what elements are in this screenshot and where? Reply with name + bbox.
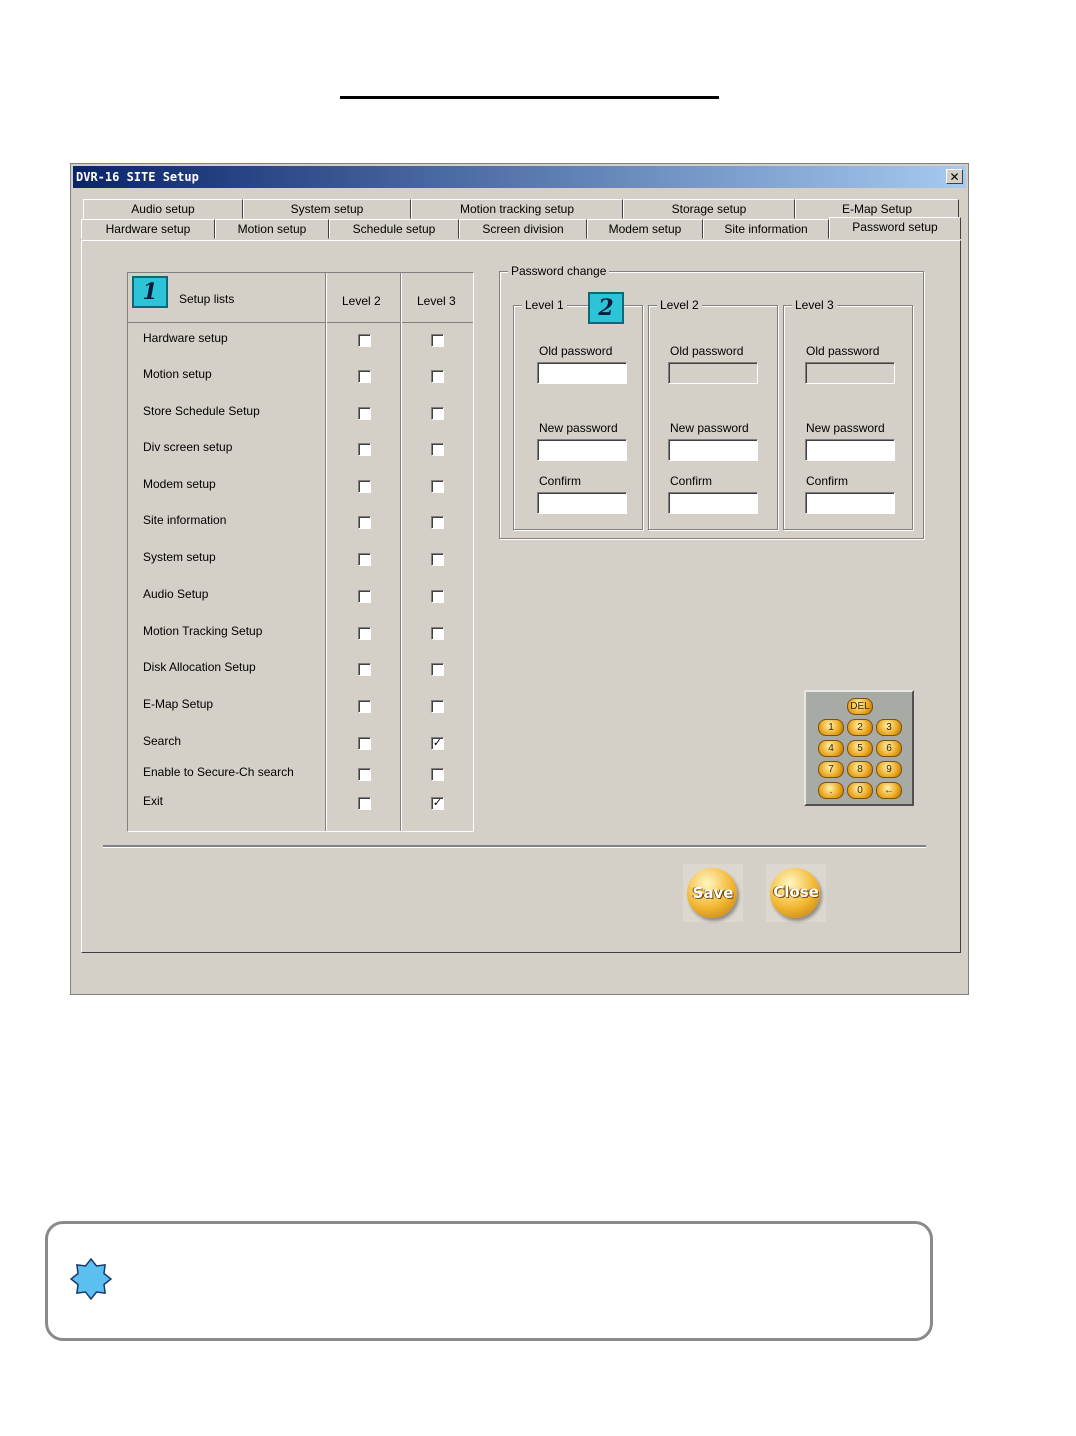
level2-old-password-field[interactable] <box>668 362 758 384</box>
setup-list-item-label: Exit <box>143 794 164 808</box>
title-bar[interactable] <box>73 166 966 188</box>
level3-permission-checkbox[interactable] <box>431 700 444 713</box>
level2-permission-checkbox[interactable] <box>358 553 371 566</box>
level2-permission-checkbox[interactable] <box>358 370 371 383</box>
password-change-title: Password change <box>508 264 609 278</box>
level3-new-password-label: New password <box>806 421 885 435</box>
setup-list-item-label: Div screen setup <box>143 440 233 454</box>
setup-list-item-label: Site information <box>143 513 227 527</box>
level2-permission-checkbox[interactable] <box>358 663 371 676</box>
keypad-key-7[interactable]: 7 <box>818 761 844 778</box>
keypad-key-0[interactable]: 0 <box>847 782 873 799</box>
setup-list-item-label: System setup <box>143 550 216 564</box>
level3-confirm-field[interactable] <box>805 492 895 514</box>
tab-site-information[interactable]: Site information <box>703 219 829 239</box>
level2-permission-checkbox[interactable] <box>358 797 371 810</box>
keypad-key-9[interactable]: 9 <box>876 761 902 778</box>
tab-system-setup[interactable]: System setup <box>243 199 411 219</box>
level3-confirm-label: Confirm <box>806 474 849 488</box>
keypad-key-4[interactable]: 4 <box>818 740 844 757</box>
setup-list-item-label: E-Map Setup <box>143 697 214 711</box>
tab-modem-setup[interactable]: Modem setup <box>587 219 703 239</box>
level2-confirm-field[interactable] <box>668 492 758 514</box>
setup-list-item-label: Disk Allocation Setup <box>143 660 256 674</box>
setup-permissions-table <box>127 272 474 832</box>
panel-separator <box>103 845 926 848</box>
level2-permission-checkbox[interactable] <box>358 480 371 493</box>
level3-permission-checkbox[interactable] <box>431 334 444 347</box>
close-window-button[interactable]: ✕ <box>946 169 963 184</box>
level1-password-group <box>513 298 643 530</box>
level3-old-password-label: Old password <box>806 344 880 358</box>
level1-confirm-field[interactable] <box>537 492 627 514</box>
level1-title: Level 1 <box>522 298 567 312</box>
site-setup-window <box>70 163 969 995</box>
keypad-key-2[interactable]: 2 <box>847 719 873 736</box>
password-change-group <box>499 264 924 539</box>
save-button-label: Save <box>692 884 734 902</box>
setup-list-item-label: Store Schedule Setup <box>143 404 260 418</box>
level2-title: Level 2 <box>657 298 702 312</box>
level3-permission-checkbox[interactable] <box>431 627 444 640</box>
level1-confirm-label: Confirm <box>539 474 582 488</box>
level2-permission-checkbox[interactable] <box>358 407 371 420</box>
window-title: DVR-16 SITE Setup <box>76 170 199 184</box>
setup-list-item-label: Motion setup <box>143 367 212 381</box>
level2-password-group <box>648 298 778 530</box>
keypad-key-8[interactable]: 8 <box>847 761 873 778</box>
keypad-dot-key[interactable]: . <box>818 782 844 799</box>
level3-permission-checkbox[interactable] <box>431 480 444 493</box>
level2-permission-checkbox[interactable] <box>358 334 371 347</box>
save-button[interactable] <box>683 864 743 922</box>
level3-permission-checkbox[interactable] <box>431 553 444 566</box>
tab-motion-tracking-setup[interactable]: Motion tracking setup <box>411 199 623 219</box>
tab-schedule-setup[interactable]: Schedule setup <box>329 219 459 239</box>
level2-permission-checkbox[interactable] <box>358 516 371 529</box>
level3-permission-checkbox[interactable] <box>431 663 444 676</box>
setup-list-item-label: Search <box>143 734 182 748</box>
numeric-keypad <box>804 690 914 806</box>
level3-permission-checkbox[interactable]: ✓ <box>432 797 443 809</box>
setup-lists-header: Setup lists <box>179 292 235 306</box>
level1-new-password-label: New password <box>539 421 618 435</box>
column-divider <box>400 273 402 831</box>
level2-new-password-label: New password <box>670 421 749 435</box>
setup-list-item-label: Audio Setup <box>143 587 209 601</box>
keypad-key-6[interactable]: 6 <box>876 740 902 757</box>
level3-password-group <box>783 298 913 530</box>
level2-permission-checkbox[interactable] <box>358 590 371 603</box>
level2-permission-checkbox[interactable] <box>358 700 371 713</box>
setup-list-item-label: Motion Tracking Setup <box>143 624 263 638</box>
tab-password-setup[interactable]: Password setup <box>829 217 961 239</box>
level2-permission-checkbox[interactable] <box>358 627 371 640</box>
level3-permission-checkbox[interactable]: ✓ <box>432 737 443 749</box>
level2-old-password-label: Old password <box>670 344 744 358</box>
level1-old-password-label: Old password <box>539 344 613 358</box>
level3-old-password-field[interactable] <box>805 362 895 384</box>
level3-new-password-field[interactable] <box>805 439 895 461</box>
tab-hardware-setup[interactable]: Hardware setup <box>81 219 215 239</box>
level3-permission-checkbox[interactable] <box>431 516 444 529</box>
password-setup-panel <box>81 240 961 953</box>
level3-title: Level 3 <box>792 298 837 312</box>
level2-permission-checkbox[interactable] <box>358 737 371 750</box>
column-divider <box>325 273 327 831</box>
level2-new-password-field[interactable] <box>668 439 758 461</box>
level1-new-password-field[interactable] <box>537 439 627 461</box>
level3-permission-checkbox[interactable] <box>431 370 444 383</box>
keypad-key-3[interactable]: 3 <box>876 719 902 736</box>
tab-motion-setup[interactable]: Motion setup <box>215 219 329 239</box>
level2-permission-checkbox[interactable] <box>358 768 371 781</box>
level1-old-password-field[interactable] <box>537 362 627 384</box>
level2-confirm-label: Confirm <box>670 474 713 488</box>
star-burst-icon <box>70 1258 112 1300</box>
keypad-backspace-key[interactable]: ← <box>876 782 902 799</box>
level3-header: Level 3 <box>417 294 456 308</box>
keypad-key-1[interactable]: 1 <box>818 719 844 736</box>
tab-storage-setup[interactable]: Storage setup <box>623 199 795 219</box>
keypad-del-key[interactable]: DEL <box>847 698 873 715</box>
level3-permission-checkbox[interactable] <box>431 768 444 781</box>
step-1-badge: 1 <box>132 276 168 308</box>
step-2-badge: 2 <box>588 292 624 324</box>
close-button[interactable] <box>766 864 826 922</box>
table-header <box>128 273 473 323</box>
tab-screen-division[interactable]: Screen division <box>459 219 587 239</box>
level3-permission-checkbox[interactable] <box>431 443 444 456</box>
tab-emap-setup[interactable]: E-Map Setup <box>795 199 959 219</box>
level3-permission-checkbox[interactable] <box>431 407 444 420</box>
keypad-key-5[interactable]: 5 <box>847 740 873 757</box>
tab-audio-setup[interactable]: Audio setup <box>83 199 243 219</box>
setup-list-item-label: Hardware setup <box>143 331 228 345</box>
header-rule <box>340 96 719 99</box>
level3-permission-checkbox[interactable] <box>431 590 444 603</box>
close-button-label: Close <box>773 883 819 901</box>
level2-permission-checkbox[interactable] <box>358 443 371 456</box>
setup-list-item-label: Enable to Secure-Ch search <box>143 765 294 779</box>
setup-list-item-label: Modem setup <box>143 477 216 491</box>
level2-header: Level 2 <box>342 294 381 308</box>
note-box <box>45 1221 933 1341</box>
